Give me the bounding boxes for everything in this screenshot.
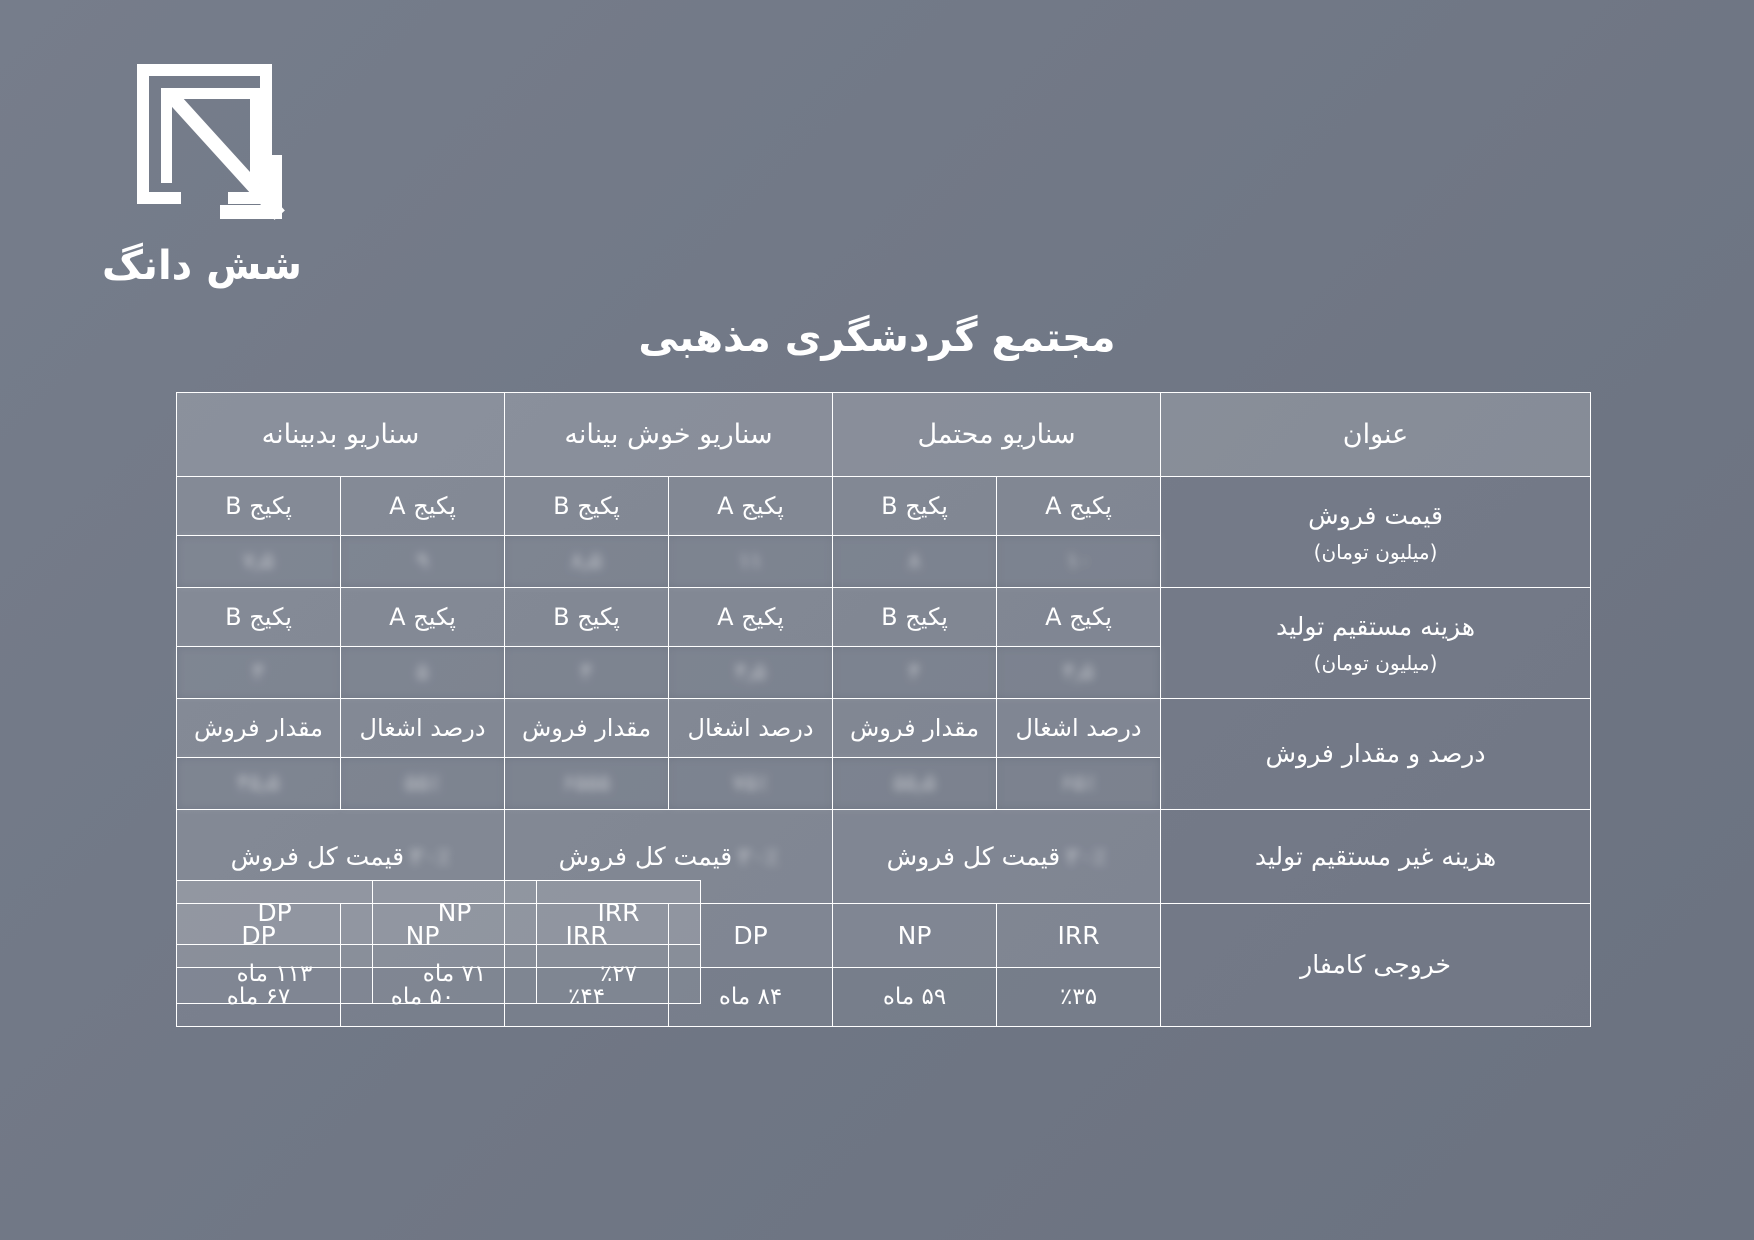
value-sale-price-optimistic-b: ۸٫۵	[505, 536, 669, 588]
total-label-pessimistic: قیمت کل فروش	[230, 842, 405, 872]
row-label-text: هزینه مستقیم تولید	[1276, 611, 1476, 641]
row-label-unit: (میلیون تومان)	[1313, 539, 1438, 564]
total-label-probable: قیمت کل فروش	[886, 842, 1061, 872]
subhead-optimistic-a: پکیج A	[669, 588, 833, 647]
value-occupancy-optimistic: ۷۵٪	[669, 758, 833, 810]
subhead-pessimistic-occupancy: درصد اشغال	[341, 699, 505, 758]
kpi-head-pessimistic-dp: DP	[177, 881, 373, 945]
value-occupancy-pessimistic: ۵۵٪	[341, 758, 505, 810]
shesh-dang-logo-icon	[127, 58, 302, 233]
subhead-probable-b: پکیج B	[833, 588, 997, 647]
row-label-text: خروجی کامفار	[1300, 950, 1451, 980]
total-value-pessimistic: ۲۰٪	[410, 842, 451, 872]
table-row	[177, 945, 701, 1004]
subhead-probable-a: پکیج A	[997, 588, 1161, 647]
value-direct-cost-probable-a: ۴٫۵	[997, 647, 1161, 699]
kpi-value-optimistic-np: ۵۰ ماه	[341, 968, 505, 1027]
kpi-table-pessimistic	[176, 880, 701, 1004]
page-title: مجتمع گردشگری مذهبی	[638, 315, 1116, 361]
kpi-value-pessimistic-dp: ۱۱۳ ماه	[177, 945, 373, 1004]
total-value-probable: ۲۰٪	[1066, 842, 1107, 872]
subhead-probable-occupancy: درصد اشغال	[997, 699, 1161, 758]
subhead-pessimistic-b: پکیج B	[177, 477, 341, 536]
subhead-pessimistic-a: پکیج A	[341, 477, 505, 536]
value-direct-cost-optimistic-b: ۴	[505, 647, 669, 699]
row-label-indirect-cost	[1161, 810, 1591, 904]
kpi-value-pessimistic-np: ۷۱ ماه	[373, 945, 537, 1004]
value-sale-price-pessimistic-a: ۹	[341, 536, 505, 588]
kpi-head-probable-dp: DP	[669, 904, 833, 968]
row-label-direct-cost	[1161, 588, 1591, 699]
subhead-probable-volume: مقدار فروش	[833, 699, 997, 758]
table-header-row	[177, 393, 1591, 477]
table-row	[177, 881, 701, 945]
value-direct-cost-probable-b: ۴	[833, 647, 997, 699]
kpi-head-probable-np: NP	[833, 904, 997, 968]
brand-logo	[72, 58, 302, 308]
table-row	[177, 588, 1591, 647]
kpi-value-probable-irr: ٪۳۵	[997, 968, 1161, 1027]
table-row	[177, 699, 1591, 758]
subhead-optimistic-occupancy: درصد اشغال	[669, 699, 833, 758]
subhead-probable-b: پکیج B	[833, 477, 997, 536]
kpi-head-pessimistic-np: NP	[373, 881, 537, 945]
value-sale-price-probable-a: ۱۰	[997, 536, 1161, 588]
value-direct-cost-optimistic-a: ۴٫۵	[669, 647, 833, 699]
kpi-head-probable-irr: IRR	[997, 904, 1161, 968]
scenario-header-pessimistic: سناریو بدبینانه	[177, 393, 505, 477]
subhead-optimistic-volume: مقدار فروش	[505, 699, 669, 758]
brand-name: شش دانگ	[101, 243, 302, 289]
subhead-optimistic-b: پکیج B	[505, 588, 669, 647]
total-value-optimistic: ۲۰٪	[738, 842, 779, 872]
value-sale-price-optimistic-a: ۱۱	[669, 536, 833, 588]
kpi-value-optimistic-irr: ٪۴۴	[505, 968, 669, 1027]
arrow-icon	[157, 92, 287, 222]
value-occupancy-probable: ۶۵٪	[997, 758, 1161, 810]
row-label-unit: (میلیون تومان)	[1313, 650, 1438, 675]
scenario-header-probable: سناریو محتمل	[833, 393, 1161, 477]
row-label-sale-price	[1161, 477, 1591, 588]
kpi-head-optimistic-np: NP	[341, 904, 505, 968]
kpi-value-pessimistic-irr: ٪۲۷	[537, 945, 701, 1004]
kpi-head-optimistic-irr: IRR	[505, 904, 669, 968]
value-direct-cost-pessimistic-a: ۵	[341, 647, 505, 699]
kpi-head-optimistic-dp: DP	[177, 904, 341, 968]
column-header-title: عنوان	[1161, 393, 1591, 477]
value-volume-optimistic: ۶۵۵۵	[505, 758, 669, 810]
kpi-value-probable-np: ۵۹ ماه	[833, 968, 997, 1027]
value-sale-price-pessimistic-b: ۷٫۵	[177, 536, 341, 588]
row-label-text: هزینه غیر مستقیم تولید	[1254, 841, 1497, 871]
subhead-pessimistic-b: پکیج B	[177, 588, 341, 647]
kpi-head-pessimistic-irr: IRR	[537, 881, 701, 945]
row-label-sales-percentage	[1161, 699, 1591, 810]
value-sale-price-probable-b: ۸	[833, 536, 997, 588]
scenario-header-optimistic: سناریو خوش بینانه	[505, 393, 833, 477]
subhead-optimistic-b: پکیج B	[505, 477, 669, 536]
subhead-pessimistic-a: پکیج A	[341, 588, 505, 647]
value-volume-pessimistic: ۴۵٫۵	[177, 758, 341, 810]
kpi-value-probable-dp: ۸۴ ماه	[669, 968, 833, 1027]
subhead-optimistic-a: پکیج A	[669, 477, 833, 536]
subhead-probable-a: پکیج A	[997, 477, 1161, 536]
row-label-comfar-output	[1161, 904, 1591, 1027]
value-direct-cost-pessimistic-b: ۴	[177, 647, 341, 699]
row-label-text: درصد و مقدار فروش	[1265, 739, 1486, 769]
value-volume-probable: ۵۵٫۵	[833, 758, 997, 810]
subhead-pessimistic-volume: مقدار فروش	[177, 699, 341, 758]
kpi-value-optimistic-dp: ۶۷ ماه	[177, 968, 341, 1027]
total-label-optimistic: قیمت کل فروش	[558, 842, 733, 872]
total-cell-probable	[833, 810, 1161, 904]
row-label-text: قیمت فروش	[1308, 500, 1443, 530]
table-row	[177, 477, 1591, 536]
